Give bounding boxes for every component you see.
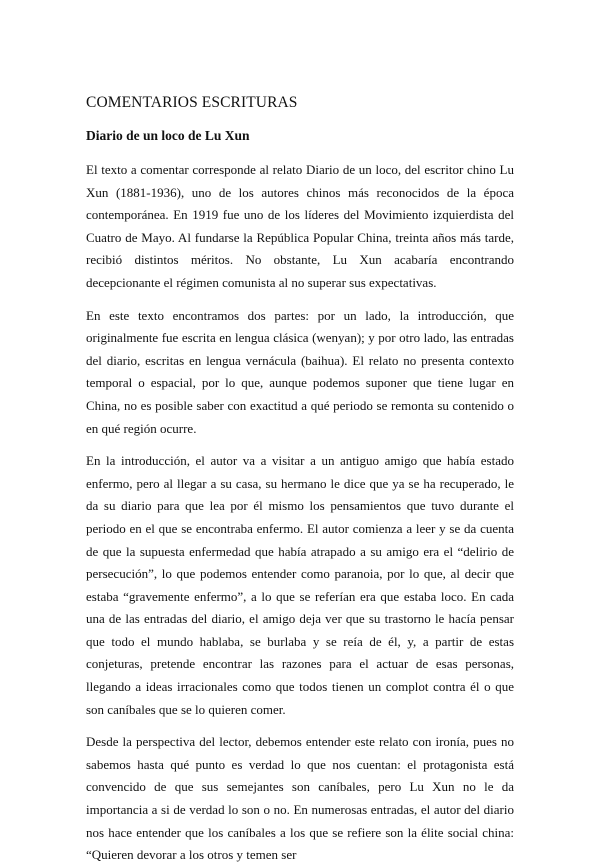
paragraph-analysis: Desde la perspectiva del lector, debemos entender este relato con ironía, pues no sabemos hasta qué punto es verdad lo que nos cuentan: el protagonista está convencido de que sus semejantes son caníbales, pero Lu Xun no le da importancia a si de verdad lo son o no. En numerosas entradas, el autor del diario nos hace entender que los caníbales a los que se refiere son la élite social china: “Quieren devorar a los otros y temen ser xyxy=(86,734,514,863)
paragraph-structure: En este texto encontramos dos partes: por un lado, la introducción, que originalmente fue escrita en lengua clásica (wenyan); y por otro lado, las entradas del diario, escritas en lengua vernácula (baihua). El relato no presenta contexto temporal o espacial, por lo que, aunque podemos suponer que tiene lugar en China, no es posible saber con exactitud a qué periodo se remonta su contenido o en qué región ocurre. xyxy=(86,307,514,436)
document-title: COMENTARIOS ESCRITURAS xyxy=(86,94,298,111)
paragraph-intro: El texto a comentar corresponde al relato Diario de un loco, del escritor chino Lu Xun (1881-1936), uno de los autores chinos más reconocidos de la época contemporánea. En 1919 fue uno de los líderes del Movimiento izquierdista del Cuatro de Mayo. Al fundarse la República Popular China, treinta años más tarde, recibió distintos méritos. No obstante, Lu Xun acabaría encontrando decepcionante el régimen comunista al no superar sus expectativas. xyxy=(86,162,514,290)
document-subtitle: Diario de un loco de Lu Xun xyxy=(86,128,250,143)
paragraph-summary: En la introducción, el autor va a visitar a un antiguo amigo que había estado enfermo, pero al llegar a su casa, su hermano le dice que ya se ha recuperado, le da su diario para que lea por él mismo los pensamientos que tuvo durante el periodo en el que se encontraba enfermo. El autor comienza a leer y se da cuenta de que la supuesta enfermedad que había atrapado a su amigo era el “delirio de persecución”, lo que podemos entender como paranoia, por lo que, al decir que estaba “gravemente enfermo”, a lo que se referían era que estaba loco. En cada una de las entradas del diario, el amigo deja ver que su trastorno le hacía pensar que todo el mundo hablaba, se burlaba y se reía de él, y, a partir de estas conjeturas, pretende encontrar las razones para el actuar de esas personas, llegando a ideas irracionales como que todos tienen un complot contra él o que son caníbales que se lo quieren comer. xyxy=(86,453,514,717)
